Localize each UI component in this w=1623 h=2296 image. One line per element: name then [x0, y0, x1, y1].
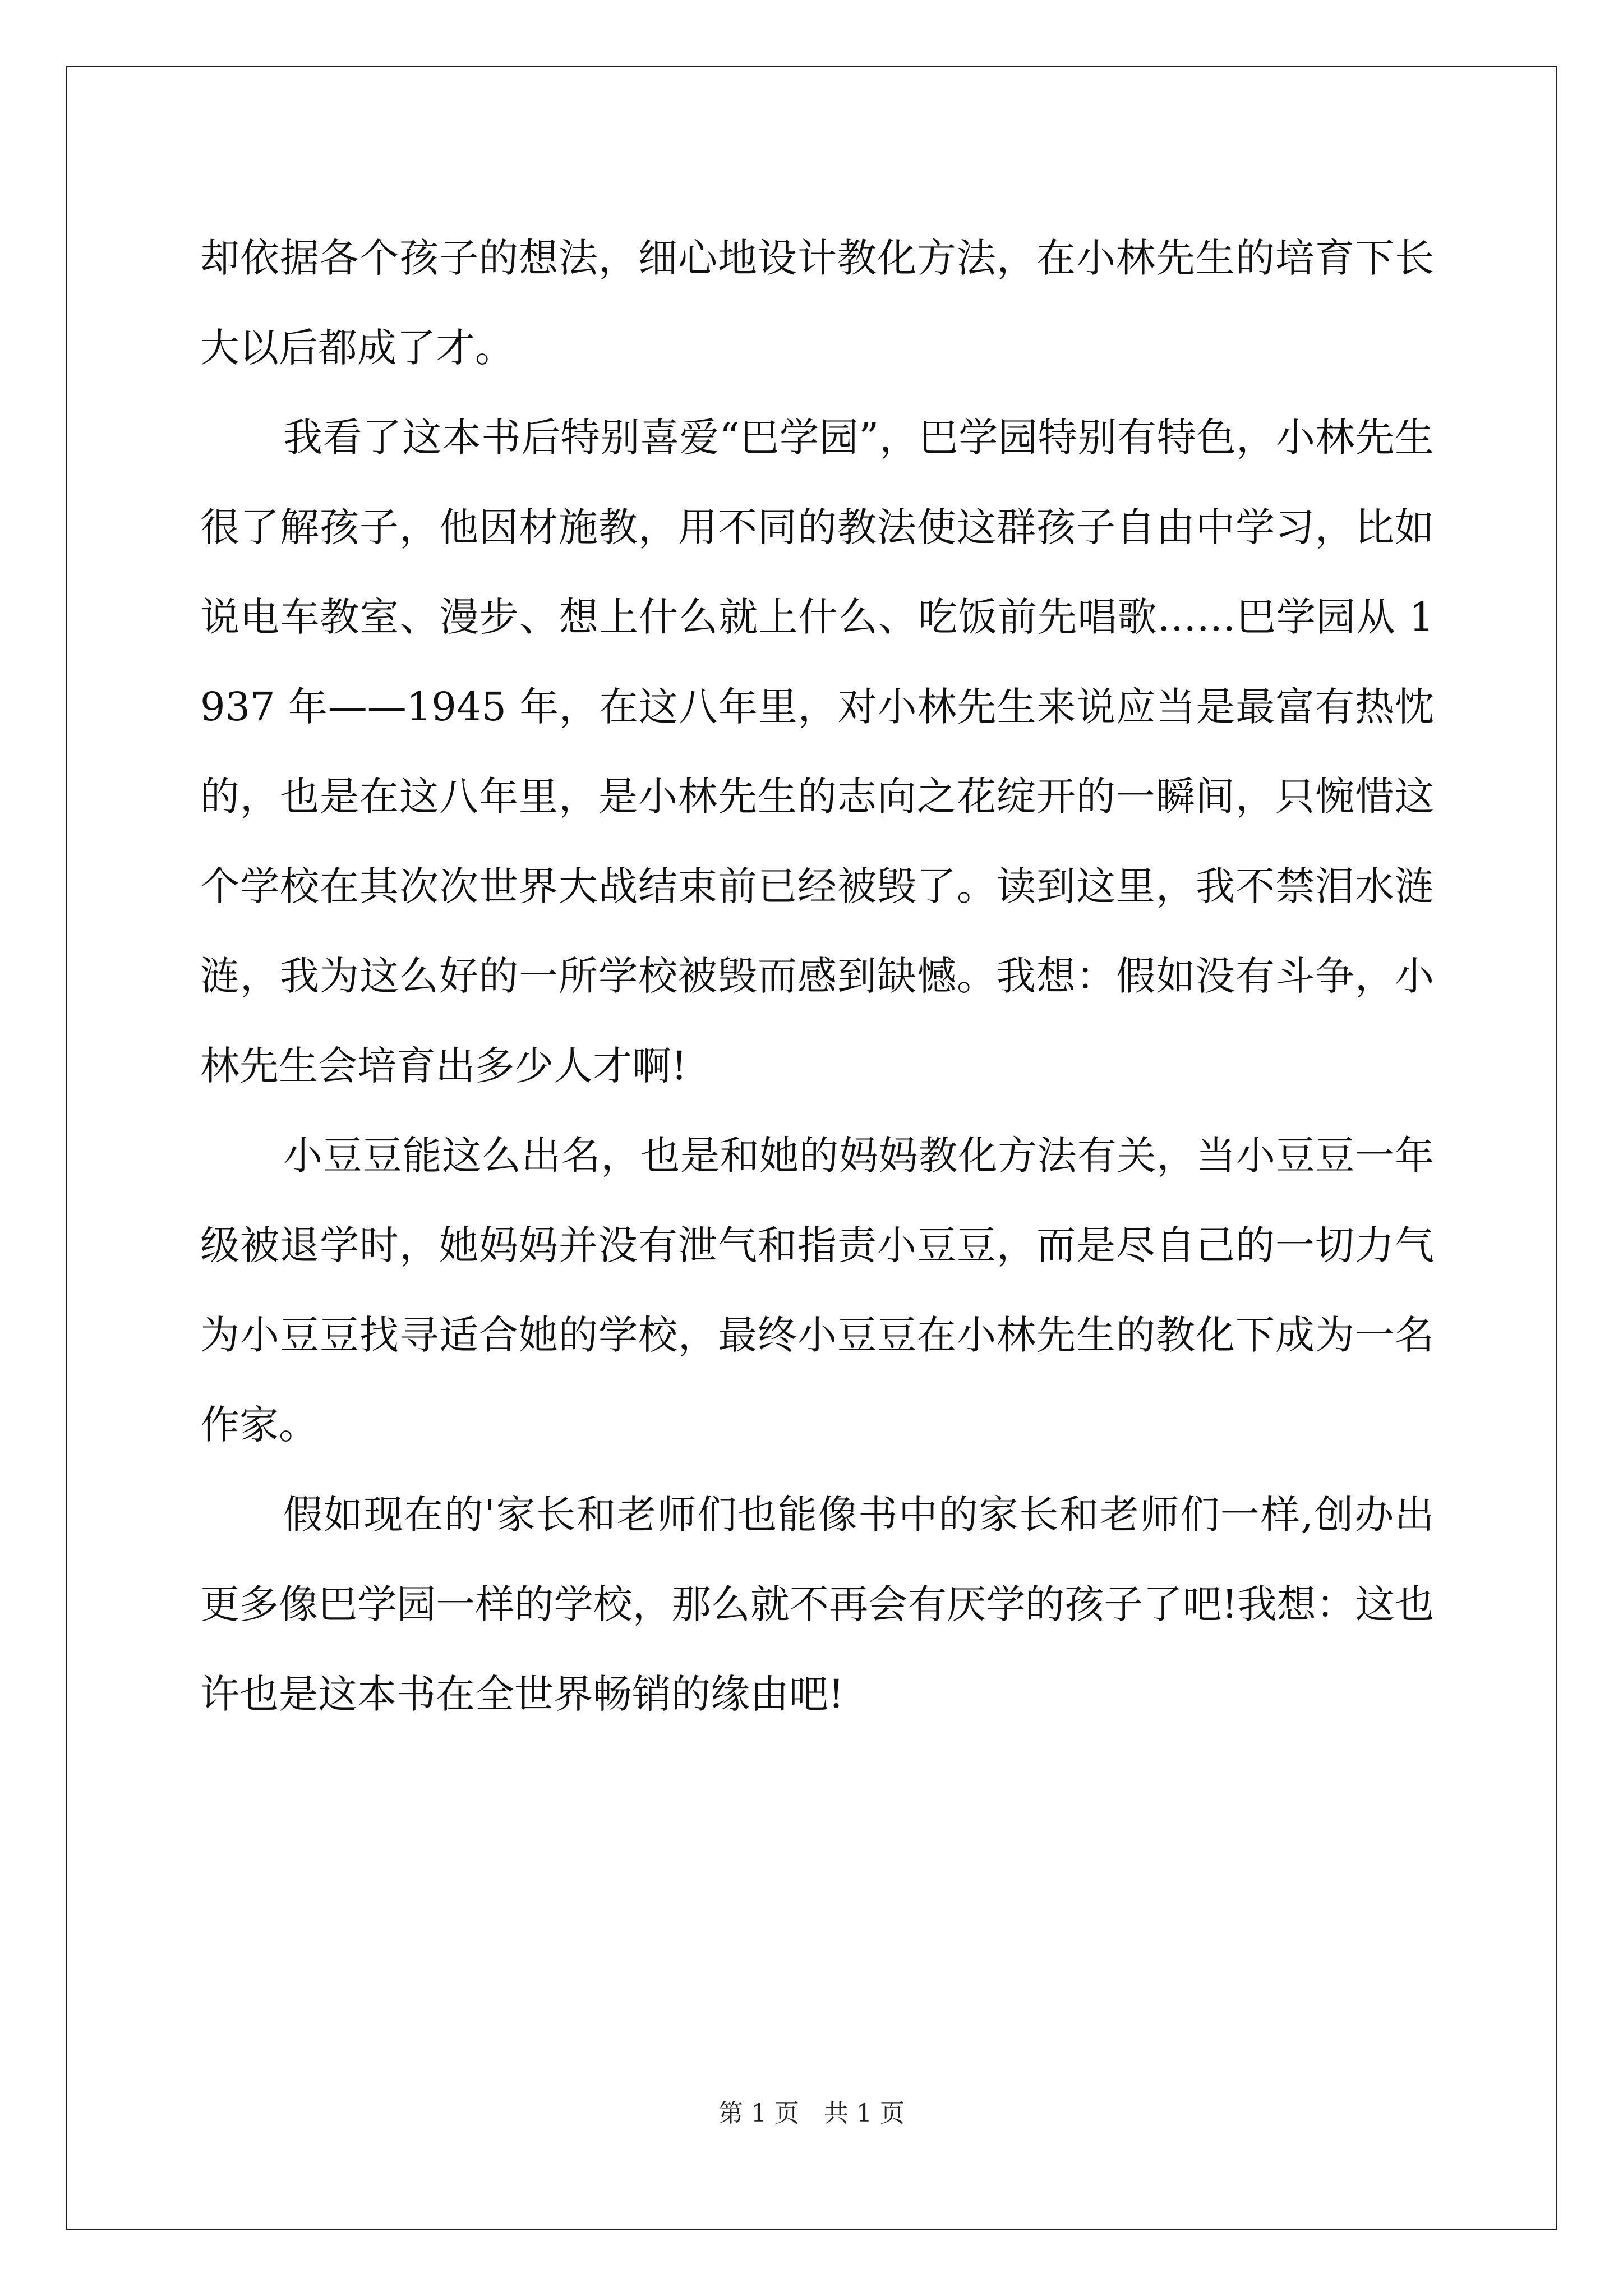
- page-number: 第 1 页: [718, 2099, 799, 2128]
- page-total: 共 1 页: [824, 2099, 905, 2128]
- document-body: [200, 213, 1434, 1739]
- paragraph-conclusion: 假如现在的'家长和老师们也能像书中的家长和老师们一样,创办出更多像巴学园一样的学校，那么就不再会有厌学的孩子了吧!我想：这也许也是这本书在全世界畅销的缘由吧!: [200, 1492, 1434, 1717]
- paragraph-continued: 却依据各个孩子的想法，细心地设计教化方法，在小林先生的培育下长大以后都成了才。: [200, 235, 1434, 371]
- paragraph-mother: 小豆豆能这么出名，也是和她的妈妈教化方法有关，当小豆豆一年级被退学时，她妈妈并没有泄气和指责小豆豆，而是尽自己的一切力气为小豆豆找寻适合她的学校，最终小豆豆在小林先生的教化下成为一名作家。: [200, 1133, 1434, 1448]
- page-footer: [0, 2097, 1623, 2131]
- paragraph-bagakuen: 我看了这本书后特别喜爱“巴学园”，巴学园特别有特色，小林先生很了解孩子，他因材施教，用不同的教法使这群孩子自由中学习，比如说电车教室、漫步、想上什么就上什么、吃饭前先唱歌……巴学园从 1937 年——1945 年，在这八年里，对小林先生来说应当是最富有热忱的，也是在这八年里，是小林先生的志向之花绽开的一瞬间，只惋惜这个学校在其次次世界大战结束前已经被毁了。读到这里，我不禁泪水涟涟，我为这么好的一所学校被毁而感到缺憾。我想：假如没有斗争，小林先生会培育出多少人才啊!: [200, 415, 1434, 1089]
